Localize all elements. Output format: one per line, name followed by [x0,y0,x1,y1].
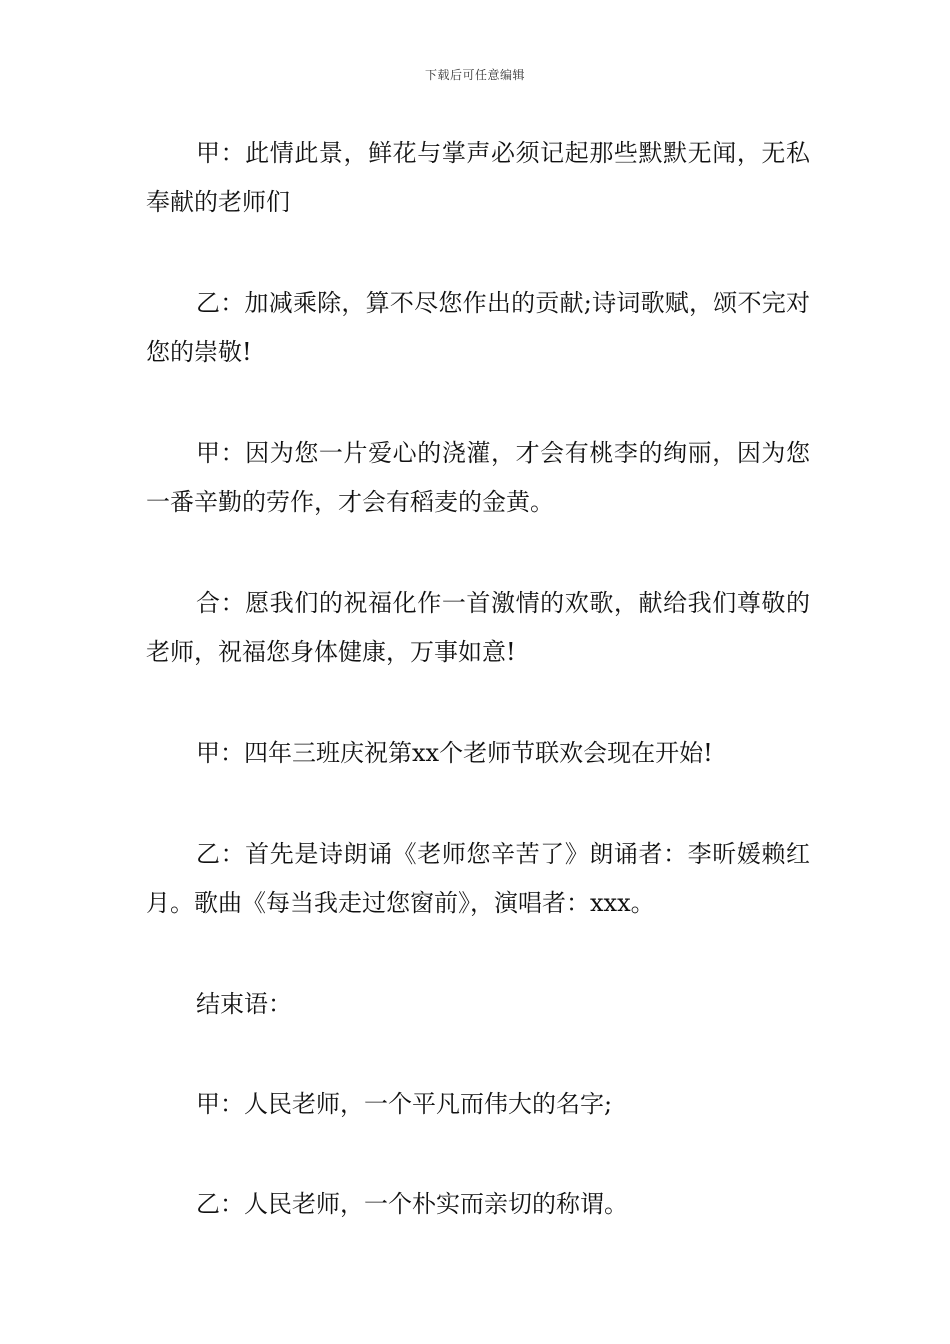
paragraph-2: 乙：加减乘除，算不尽您作出的贡献;诗词歌赋，颂不完对您的崇敬! [146,289,810,366]
paragraph-4: 合：愿我们的祝福化作一首激情的欢歌，献给我们尊敬的老师，祝福您身体健康，万事如意! [146,589,810,666]
paragraph-3: 甲：因为您一片爱心的浇灌，才会有桃李的绚丽，因为您一番辛勤的劳作，才会有稻麦的金黄。 [146,439,810,516]
paragraph-gap [146,778,810,830]
paragraph-gap [146,677,810,729]
paragraph-7: 结束语： [196,990,292,1018]
paragraph-gap [146,1029,810,1080]
paragraph-gap [146,377,810,429]
document-body [146,129,810,1229]
paragraph-6: 乙：首先是诗朗诵《老师您辛苦了》朗诵者：李昕媛赖红月。歌曲《每当我走过您窗前》，演唱者：xxx。 [146,840,810,917]
page-header: 下载后可任意编辑 [424,68,525,82]
paragraph-gap [146,527,810,579]
paragraph-9: 乙：人民老师，一个朴实而亲切的称谓。 [196,1190,628,1218]
paragraph-5: 甲：四年三班庆祝第xx个老师节联欢会现在开始! [196,739,713,767]
paragraph-gap [146,928,810,980]
paragraph-1: 甲：此情此景，鲜花与掌声必须记起那些默默无闻，无私奉献的老师们 [146,139,810,216]
paragraph-gap [146,1129,810,1180]
paragraph-8: 甲：人民老师，一个平凡而伟大的名字; [196,1090,613,1118]
paragraph-gap [146,227,810,279]
